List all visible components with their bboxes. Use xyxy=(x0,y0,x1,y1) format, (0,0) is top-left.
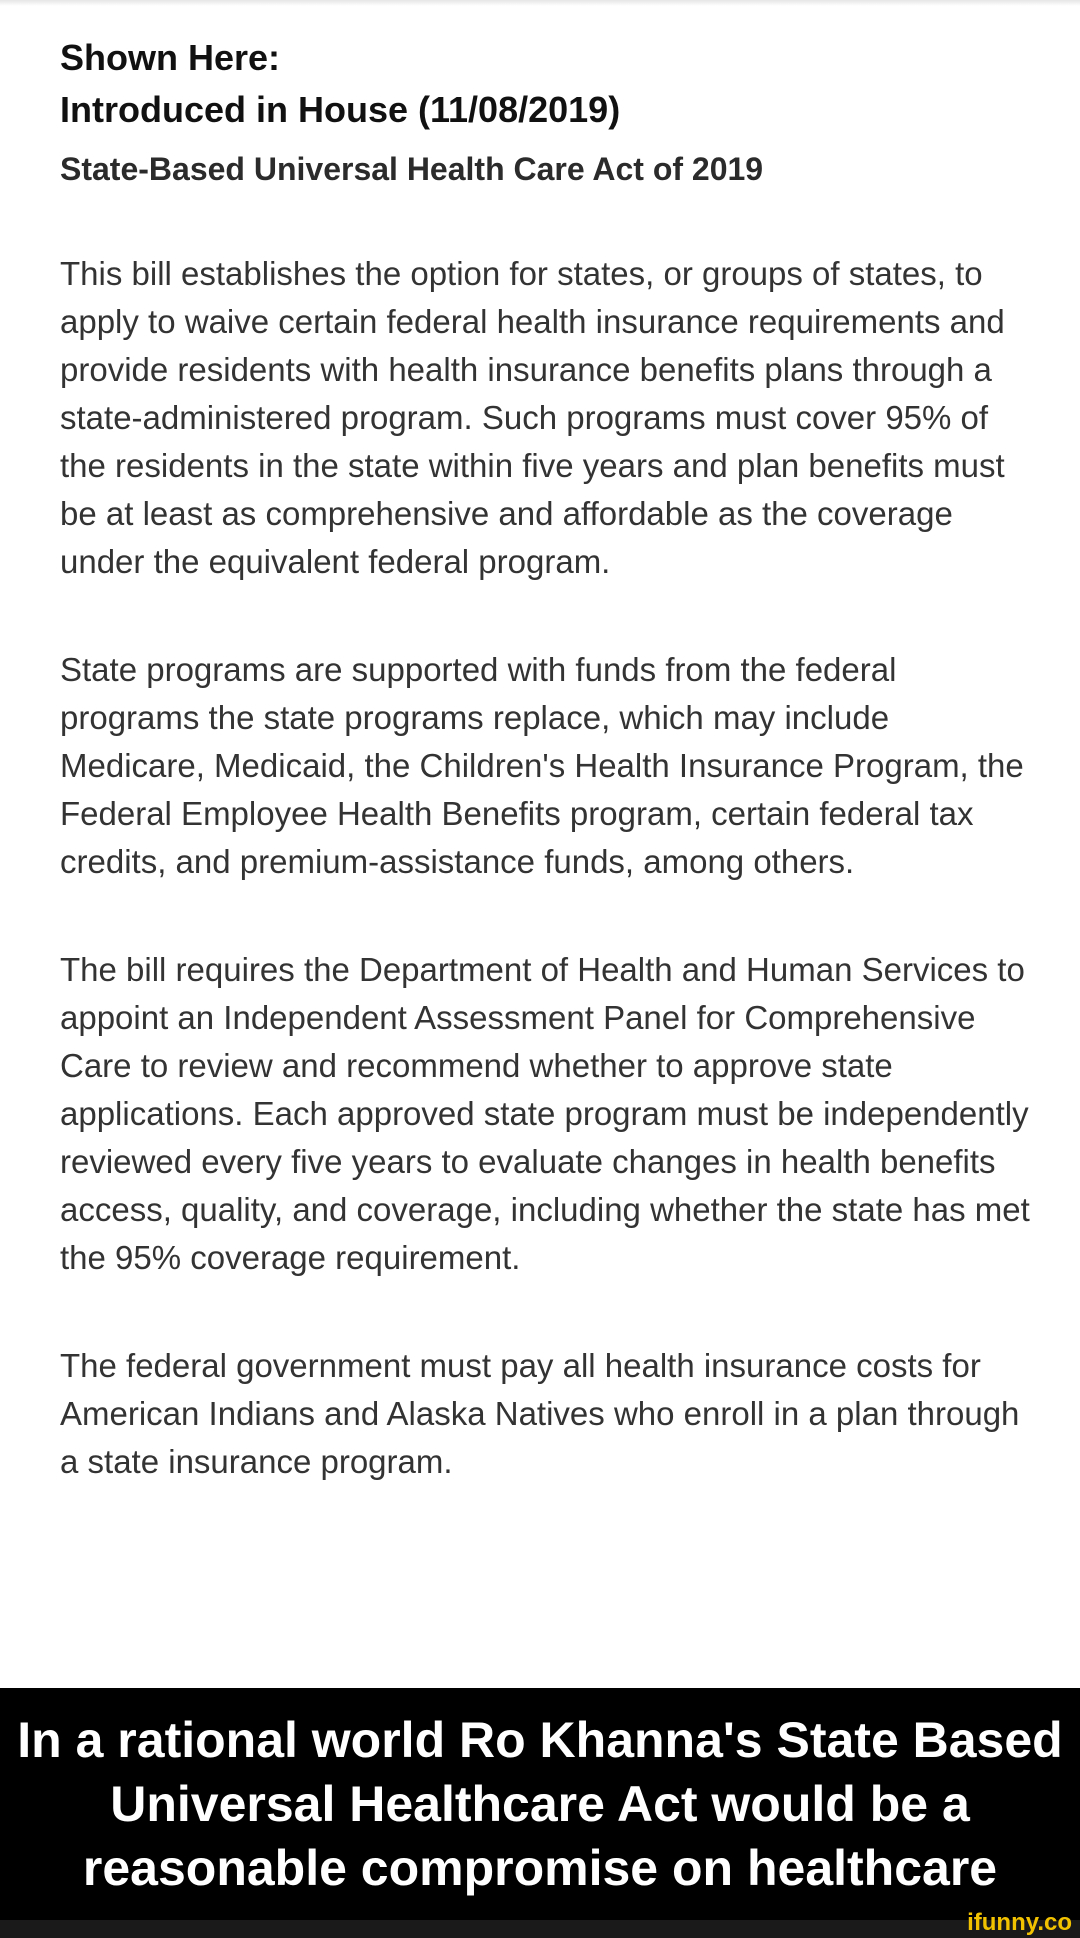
top-shadow xyxy=(0,0,1080,6)
summary-paragraph-1: This bill establishes the option for states, or groups of states, to apply to waive certain federal health insurance requirements and provide residents with health insurance benefits plans through a state-administered program. Such programs must cover 95% of the residents in the state within five years and plan benefits must be at least as comprehensive and affordable as the coverage under the equivalent federal program. xyxy=(60,255,1005,580)
bill-summary xyxy=(60,32,1040,1486)
bill-title: State-Based Universal Health Care Act of 2019 xyxy=(60,151,764,187)
summary-paragraph-4: The federal government must pay all health insurance costs for American Indians and Alaska Natives who enroll in a plan through a state insurance program. xyxy=(60,1347,1020,1480)
summary-paragraph-3: The bill requires the Department of Health and Human Services to appoint an Independent Assessment Panel for Comprehensive Care to review and recommend whether to approve state applications. Each approved state program must be independently reviewed every five years to evaluate changes in health benefits access, quality, and coverage, including whether the state has met the 95% coverage requirement. xyxy=(60,951,1030,1276)
ifunny-watermark: ifunny.co xyxy=(967,1909,1072,1936)
meme-caption: In a rational world Ro Khanna's State Based Universal Healthcare Act would be a reasonable compromise on healthcare xyxy=(17,1712,1063,1896)
shown-here-label: Shown Here: xyxy=(60,37,281,78)
footer-bar xyxy=(0,1920,1080,1938)
bill-status: Introduced in House (11/08/2019) xyxy=(60,89,621,130)
summary-paragraph-2: State programs are supported with funds from the federal programs the state programs replace, which may include Medicare, Medicaid, the Children's Health Insurance Program, the Federal Employee Health Benefits program, certain federal tax credits, and premium-assistance funds, among others. xyxy=(60,651,1024,880)
